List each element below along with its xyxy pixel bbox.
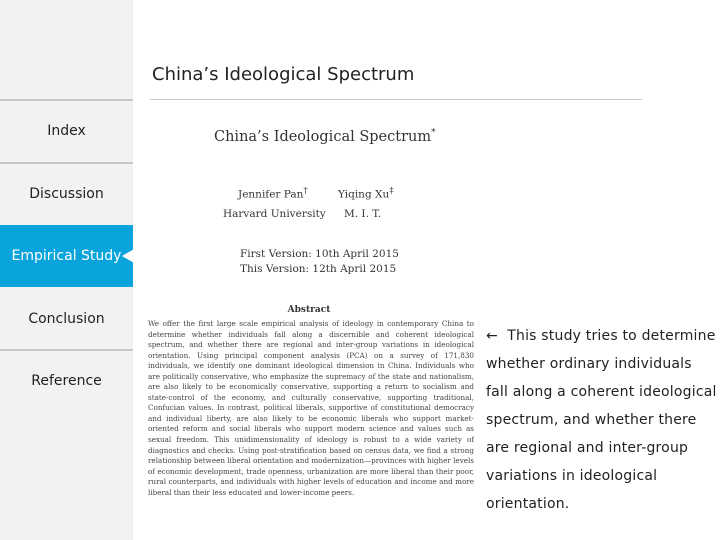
author-name: Jennifer Pan†: [238, 186, 308, 201]
nav-divider: [0, 162, 133, 164]
author-name: Yiqing Xu‡: [338, 186, 394, 201]
nav-item-reference[interactable]: [0, 350, 133, 412]
footnote-mark: *: [431, 128, 436, 138]
left-arrow-icon: ←: [486, 328, 498, 344]
title-divider: [150, 99, 642, 100]
nav-item-label: Empirical Study: [11, 248, 122, 264]
abstract-heading: Abstract: [287, 305, 331, 315]
nav-item-label: Reference: [31, 373, 102, 389]
footnote-mark: †: [303, 186, 308, 196]
sidebar: [0, 0, 133, 540]
abstract-text: We offer the first large scale empirical analysis of ideology in contemporary China to determine whether individuals fall along a discernible and coherent ideological spectrum, and whether there are regional and inter-group variations in ideological orientation. Using principal component analysis (PCA) on a survey of 171,830 individuals, we identify one dominant ideological dimension in China. Individuals who are politically conservative, who emphasize the supremacy of the state and nationalism, are also likely to be economically conservative, supporting a return to socialism and state-control of the economy, and culturally conservative, supporting traditional, Confucian values. In contrast, political liberals, supportive of constitutional democracy and individual liberty, are also likely to be economic liberals who support market-oriented reform and social liberals who support modern science and values such as sexual freedom. This unidimensionality of ideology is robust to a wide variety of diagnostics and checks. Using post-stratification based on census data, we find a strong relationship between liberal orientation and modernization—provinces with higher levels of economic development, trade openness, urbanization are more liberal than their poor, rural counterparts, and individuals with higher levels of education and income and more liberal than their less educated and lower-income peers.: [148, 319, 474, 497]
author-affiliation: Harvard University: [223, 208, 326, 220]
first-version: First Version: 10th April 2015: [240, 248, 399, 260]
nav-item-label: Index: [47, 123, 86, 139]
active-indicator-arrow: [122, 249, 134, 263]
callout-text: This study tries to determine whether ordinary individuals fall along a coherent ideological spectrum, and whether there are regional and inter-group variations in ideological orientation.: [486, 328, 717, 512]
callout-note: [486, 322, 718, 518]
nav-item-conclusion[interactable]: [0, 288, 133, 350]
nav-item-index[interactable]: [0, 100, 133, 162]
nav-item-label: Conclusion: [28, 311, 105, 327]
author-affiliation: M. I. T.: [344, 208, 382, 220]
paper-title: China’s Ideological Spectrum*: [214, 128, 436, 145]
nav-item-discussion[interactable]: [0, 163, 133, 225]
nav-divider: [0, 99, 133, 101]
nav-item-empirical-study[interactable]: [0, 225, 133, 287]
footnote-mark: ‡: [389, 186, 394, 196]
this-version: This Version: 12th April 2015: [240, 263, 397, 275]
slide-title: China’s Ideological Spectrum: [152, 64, 415, 85]
nav-item-label: Discussion: [29, 186, 104, 202]
